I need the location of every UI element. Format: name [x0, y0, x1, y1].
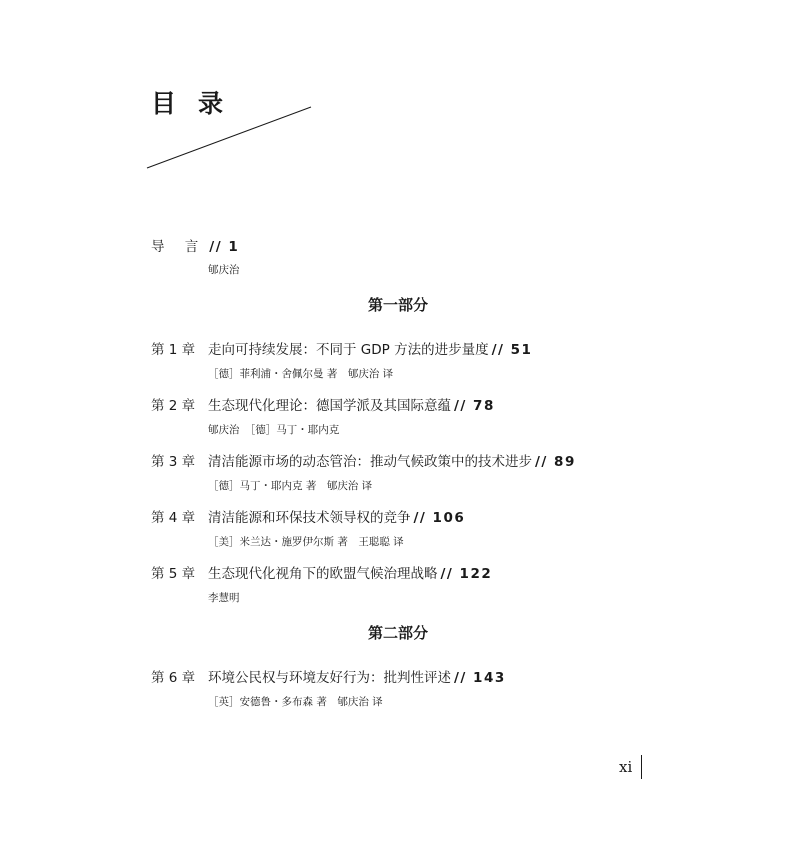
chapter-number: 第 1 章: [151, 342, 196, 358]
section-heading-part-1: 第一部分: [367, 296, 428, 314]
toc-entry-chapter-2[interactable]: [151, 397, 495, 415]
chapter-page-number: // 78: [454, 398, 495, 414]
chapter-title: 清洁能源市场的动态管治：推动气候政策中的技术进步: [208, 454, 532, 470]
toc-entry-chapter-6[interactable]: [151, 669, 506, 687]
toc-entry-chapter-5[interactable]: [151, 565, 492, 583]
chapter-page-number: // 122: [440, 566, 493, 582]
toc-entry-chapter-4[interactable]: [151, 509, 465, 527]
chapter-author: ［美］米兰达・施罗伊尔斯 著 王聪聪 译: [208, 536, 404, 548]
chapter-author: ［德］菲利浦・舍佩尔曼 著 郇庆治 译: [208, 368, 394, 380]
chapter-title: 走向可持续发展：不同于 GDP 方法的进步量度: [208, 342, 489, 358]
chapter-author: ［德］马丁・耶内克 著 郇庆治 译: [208, 480, 373, 492]
chapter-page-number: // 143: [454, 670, 506, 686]
chapter-title: 生态现代化视角下的欧盟气候治理战略: [208, 566, 438, 582]
introduction-page-number: // 1: [209, 239, 240, 255]
chapter-number: 第 3 章: [151, 454, 196, 470]
chapter-title: 环境公民权与环境友好行为：批判性评述: [208, 670, 451, 686]
chapter-number: 第 6 章: [151, 670, 196, 686]
section-heading-part-2: 第二部分: [367, 624, 428, 642]
chapter-author: 李慧明: [208, 592, 240, 604]
title-diagonal-rule: [0, 0, 320, 175]
page-folio: xi: [619, 758, 633, 776]
chapter-page-number: // 51: [491, 342, 533, 358]
toc-entry-chapter-3[interactable]: [151, 453, 576, 471]
chapter-author: 郇庆治 ［德］马丁・耶内克: [208, 424, 340, 436]
introduction-label: 导 言: [151, 239, 207, 255]
folio-rule: [641, 755, 642, 779]
chapter-number: 第 4 章: [151, 510, 196, 526]
chapter-page-number: // 89: [535, 454, 576, 470]
chapter-page-number: // 106: [413, 510, 466, 526]
chapter-author: ［英］安德鲁・多布森 著 郇庆治 译: [208, 696, 383, 708]
introduction-author: 郇庆治: [208, 264, 240, 276]
chapter-title: 清洁能源和环保技术领导权的竞争: [208, 510, 411, 526]
chapter-title: 生态现代化理论：德国学派及其国际意蕴: [208, 398, 451, 414]
chapter-number: 第 2 章: [151, 398, 196, 414]
chapter-number: 第 5 章: [151, 566, 196, 582]
page-title: 目录: [151, 89, 246, 118]
toc-entry-introduction[interactable]: [151, 238, 239, 256]
toc-entry-chapter-1[interactable]: [151, 341, 532, 359]
